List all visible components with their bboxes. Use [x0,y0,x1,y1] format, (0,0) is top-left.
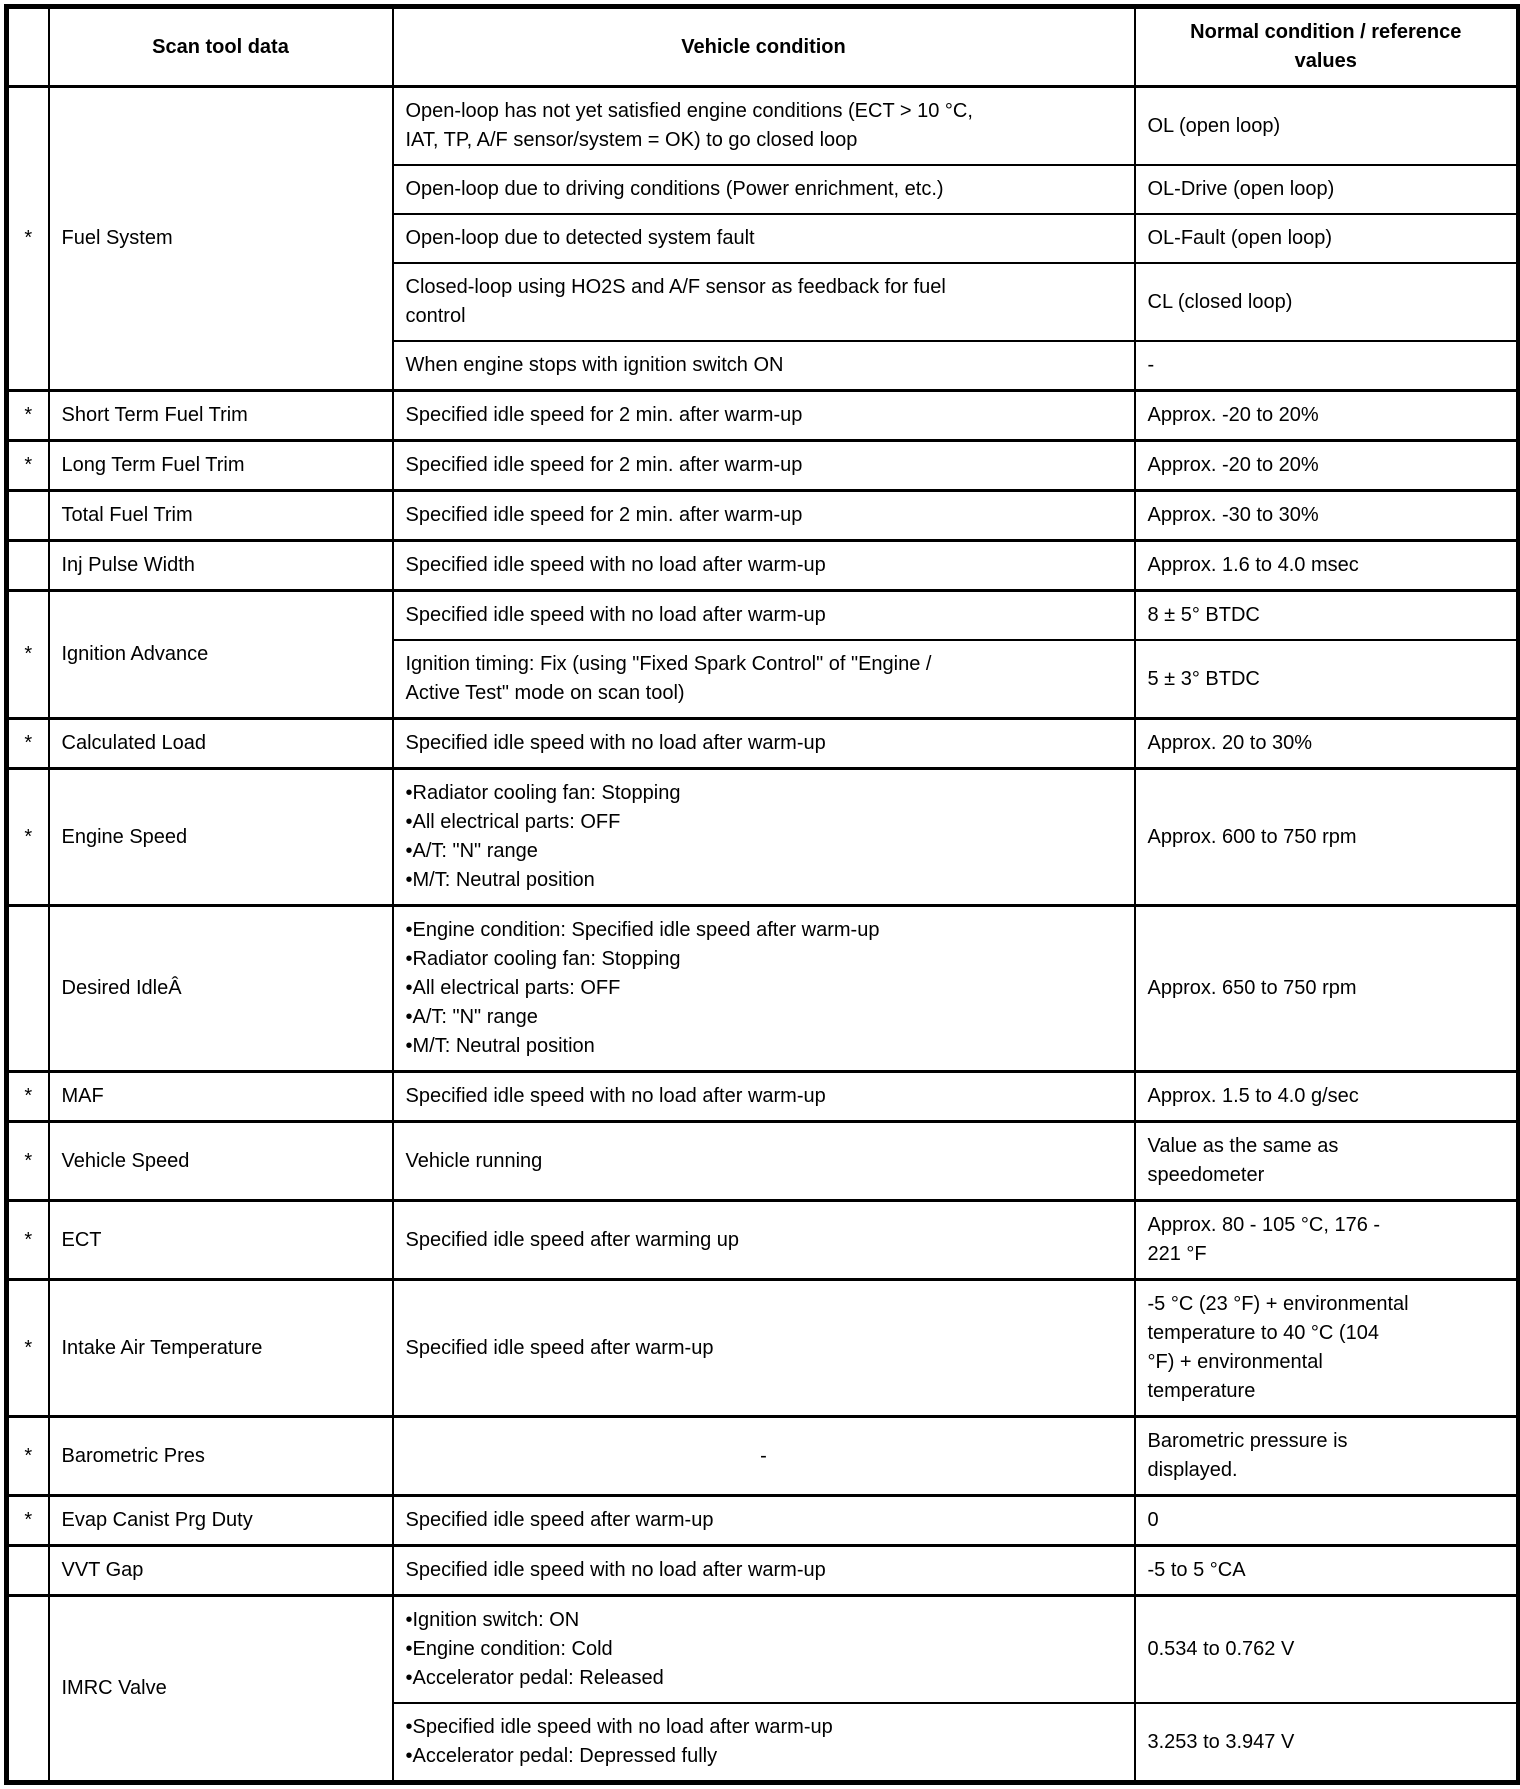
normal-value-cell: Approx. 20 to 30% [1135,719,1519,769]
vehicle-condition-cell: Vehicle running [393,1122,1135,1201]
vehicle-condition-cell: - [393,1417,1135,1496]
normal-value-cell: Approx. 1.5 to 4.0 g/sec [1135,1072,1519,1122]
vehicle-condition-cell: Specified idle speed with no load after warm-up [393,1072,1135,1122]
table-row [7,1496,1519,1546]
normal-value-cell: Approx. 600 to 750 rpm [1135,769,1519,906]
bullet-line: •A/T: "N" range [405,1006,538,1028]
scan-tool-label-cell: VVT Gap [49,1546,393,1596]
bullet-line: •All electrical parts: OFF [405,811,621,833]
star-cell: * [7,441,49,491]
column-header-scan-tool-data: Scan tool data [49,7,393,87]
vehicle-condition-cell [393,1596,1135,1704]
column-header-vehicle-condition: Vehicle condition [393,7,1135,87]
vehicle-condition-cell: Specified idle speed after warm-up [393,1280,1135,1417]
scan-tool-label-cell: Engine Speed [49,769,393,906]
scan-tool-label-cell: Calculated Load [49,719,393,769]
star-cell [7,1546,49,1596]
vehicle-condition-cell: Closed-loop using HO2S and A/F sensor as feedback for fuel control [393,263,1135,341]
scan-tool-label-cell: Vehicle Speed [49,1122,393,1201]
table-body [7,87,1519,1783]
vehicle-condition-cell: Specified idle speed for 2 min. after warm-up [393,441,1135,491]
normal-value-cell: OL (open loop) [1135,87,1519,166]
scan-tool-label-cell: Inj Pulse Width [49,541,393,591]
table-row [7,1201,1519,1280]
star-cell [7,906,49,1072]
normal-value-cell: - [1135,341,1519,391]
star-cell: * [7,391,49,441]
vehicle-condition-cell: Open-loop due to detected system fault [393,214,1135,263]
scan-tool-label-cell: Total Fuel Trim [49,491,393,541]
normal-value-cell: Barometric pressure is displayed. [1135,1417,1519,1496]
bullet-line: •Accelerator pedal: Depressed fully [405,1745,718,1767]
normal-value-cell: Approx. -20 to 20% [1135,441,1519,491]
table-row [7,769,1519,906]
normal-value-cell: Approx. 1.6 to 4.0 msec [1135,541,1519,591]
table-row [7,441,1519,491]
star-cell: * [7,1072,49,1122]
table-row [7,1122,1519,1201]
normal-value-cell: Approx. 650 to 750 rpm [1135,906,1519,1072]
star-cell [7,491,49,541]
scan-tool-label-cell: IMRC Valve [49,1596,393,1783]
table-row [7,541,1519,591]
star-cell: * [7,1280,49,1417]
normal-value-cell: 5 ± 3° BTDC [1135,640,1519,719]
scan-tool-label-cell: Ignition Advance [49,591,393,719]
vehicle-condition-cell [393,906,1135,1072]
bullet-line: •Engine condition: Specified idle speed after warm-up [405,919,880,941]
normal-value-cell: CL (closed loop) [1135,263,1519,341]
table-header-row [7,7,1519,87]
star-cell: * [7,591,49,719]
vehicle-condition-cell: Specified idle speed for 2 min. after warm-up [393,491,1135,541]
scan-tool-label-cell: Intake Air Temperature [49,1280,393,1417]
star-cell: * [7,1122,49,1201]
normal-value-cell: 0 [1135,1496,1519,1546]
bullet-line: •Ignition switch: ON [405,1609,580,1631]
normal-value-cell: OL-Drive (open loop) [1135,165,1519,214]
scan-tool-label-cell: ECT [49,1201,393,1280]
normal-value-cell: OL-Fault (open loop) [1135,214,1519,263]
scan-tool-label-cell: MAF [49,1072,393,1122]
bullet-line: •M/T: Neutral position [405,869,595,891]
bullet-line: •Radiator cooling fan: Stopping [405,782,681,804]
bullet-line: •Radiator cooling fan: Stopping [405,948,681,970]
table-row [7,87,1519,166]
table-row [7,719,1519,769]
column-header-star [7,7,49,87]
star-cell: * [7,87,49,391]
vehicle-condition-cell: Specified idle speed with no load after warm-up [393,591,1135,641]
vehicle-condition-cell: Specified idle speed with no load after warm-up [393,719,1135,769]
normal-value-cell: 0.534 to 0.762 V [1135,1596,1519,1704]
vehicle-condition-cell: Specified idle speed after warm-up [393,1496,1135,1546]
vehicle-condition-cell: Specified idle speed for 2 min. after warm-up [393,391,1135,441]
scan-tool-label-cell: Fuel System [49,87,393,391]
table-row [7,1417,1519,1496]
normal-value-cell: Approx. -20 to 20% [1135,391,1519,441]
table-row [7,906,1519,1072]
normal-value-cell: -5 °C (23 °F) + environmental temperature to 40 °C (104 °F) + environmental temperature [1135,1280,1519,1417]
star-cell: * [7,769,49,906]
bullet-line: •M/T: Neutral position [405,1035,595,1057]
vehicle-condition-cell: Specified idle speed with no load after warm-up [393,541,1135,591]
normal-value-cell: Value as the same as speedometer [1135,1122,1519,1201]
scan-tool-label-cell: Short Term Fuel Trim [49,391,393,441]
table-row [7,491,1519,541]
normal-value-cell: Approx. -30 to 30% [1135,491,1519,541]
bullet-line: •Specified idle speed with no load after warm-up [405,1716,833,1738]
normal-value-cell: -5 to 5 °CA [1135,1546,1519,1596]
vehicle-condition-cell [393,1703,1135,1783]
star-cell [7,1596,49,1783]
table-row [7,1280,1519,1417]
bullet-line: •A/T: "N" range [405,840,538,862]
scan-tool-label-cell: Barometric Pres [49,1417,393,1496]
table-row [7,1546,1519,1596]
star-cell [7,541,49,591]
table-row [7,1596,1519,1704]
scan-tool-label-cell: Long Term Fuel Trim [49,441,393,491]
vehicle-condition-cell: Specified idle speed after warming up [393,1201,1135,1280]
bullet-line: •Engine condition: Cold [405,1638,613,1660]
normal-value-cell: Approx. 80 - 105 °C, 176 - 221 °F [1135,1201,1519,1280]
vehicle-condition-cell: Open-loop due to driving conditions (Power enrichment, etc.) [393,165,1135,214]
star-cell: * [7,1496,49,1546]
table-row [7,591,1519,641]
vehicle-condition-cell: When engine stops with ignition switch ON [393,341,1135,391]
vehicle-condition-cell [393,769,1135,906]
scan-tool-label-cell: Evap Canist Prg Duty [49,1496,393,1546]
star-cell: * [7,1417,49,1496]
vehicle-condition-cell: Open-loop has not yet satisfied engine conditions (ECT > 10 °C, IAT, TP, A/F sensor/system = OK) to go closed loop [393,87,1135,166]
table-row [7,391,1519,441]
bullet-line: •All electrical parts: OFF [405,977,621,999]
normal-value-cell: 3.253 to 3.947 V [1135,1703,1519,1783]
normal-value-cell: 8 ± 5° BTDC [1135,591,1519,641]
column-header-normal-values: Normal condition / reference values [1135,7,1519,87]
scan-tool-label-cell: Desired IdleÂ [49,906,393,1072]
star-cell: * [7,719,49,769]
scan-data-table [4,4,1520,1785]
bullet-line: •Accelerator pedal: Released [405,1667,664,1689]
vehicle-condition-cell: Ignition timing: Fix (using "Fixed Spark Control" of "Engine / Active Test" mode on scan tool) [393,640,1135,719]
star-cell: * [7,1201,49,1280]
table-row [7,1072,1519,1122]
vehicle-condition-cell: Specified idle speed with no load after warm-up [393,1546,1135,1596]
